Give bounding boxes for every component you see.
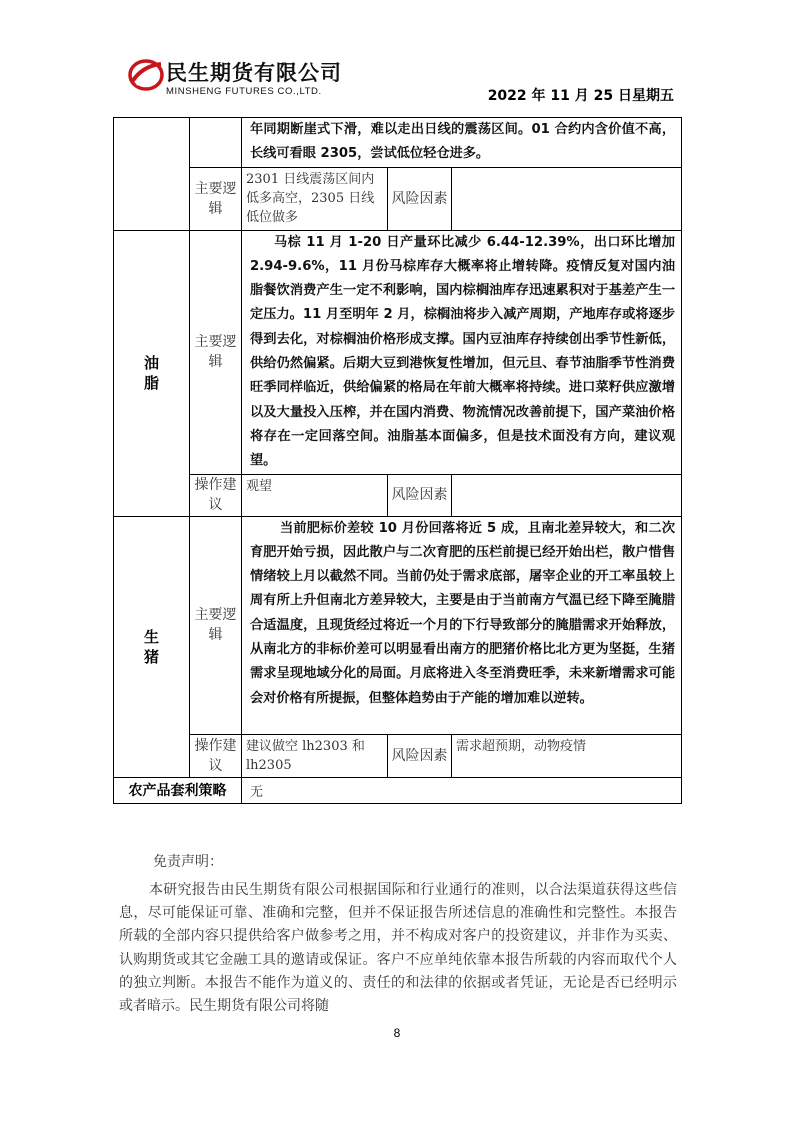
company-logo [128,56,368,104]
table-row [114,777,682,803]
risk-label: 风险因素 [388,167,452,230]
category-cell-oils: 油脂 [114,230,190,516]
row-label: 主要逻辑 [190,230,242,474]
company-name-cn: 民生期货有限公司 [166,61,342,85]
action-value: 2301 日线震荡区间内低多高空，2305 日线低位做多 [242,167,388,230]
category-cell [114,118,190,231]
row-label: 主要逻辑 [190,167,242,230]
table-row [114,167,682,230]
disclaimer-title: 免责声明： [153,854,223,870]
table-row [114,474,682,516]
disclaimer-text: 本研究报告由民生期货有限公司根据国际和行业通行的准则，以合法渠道获得这些信息，尽可能保证可靠、准确和完整，但并不保证报告所述信息的准确性和完整性。本报告所载的全部内容只提供给客户做参考之用，并不构成对客户的投资建议，并非作为买卖、认购期货或其它金融工具的邀请或保证。客户不应单纯依靠本报告所载的内容而取代个人的独立判断。本报告不能作为道义的、责任的和法律的依据或者凭证，无论是否已经明示或者暗示。民生期货有限公司将随 [119,882,677,1015]
risk-value [452,167,682,230]
page-number: 8 [393,1026,401,1040]
table-row [114,230,682,474]
company-name-en: MINSHENG FUTURES CO.,LTD. [166,86,322,97]
risk-value [452,474,682,516]
row-label: 操作建议 [190,734,242,777]
row-label: 主要逻辑 [190,516,242,734]
label-cell-empty [190,118,242,168]
strategy-table [113,117,682,804]
table-row [114,734,682,777]
row-label: 操作建议 [190,474,242,516]
risk-label: 风险因素 [388,734,452,777]
arbitrage-label: 农产品套利策略 [114,777,242,803]
table-row [114,516,682,734]
arbitrage-value: 无 [242,777,682,803]
logic-text: 当前肥标价差较 10 月份回落将近 5 成，且南北差异较大，和二次育肥开始亏损，因此散户与二次育肥的压栏前提已经开始出栏，散户惜售情绪较上月以截然不同。当前仍处于需求底部，屠宰企业的开工率虽较上周有所上升但南北方差异较大，主要是由于当前南方气温已经下降至腌腊合适温度，且现货经过将近一个月的下行导致部分的腌腊需求开始释放，从南北方的非标价差可以明显看出南方的肥猪价格比北方更为坚挺，生猪需求呈现地域分化的局面。月底将进入冬至消费旺季，未来新增需求可能会对价格有所提振，但整体趋势由于产能的增加难以逆转。 [242,516,682,734]
minsheng-logo-icon [128,56,164,92]
table-row [114,118,682,168]
category-cell-hogs: 生猪 [114,516,190,777]
action-value: 观望 [242,474,388,516]
risk-label: 风险因素 [388,474,452,516]
logic-text: 马棕 11 月 1-20 日产量环比减少 6.44-12.39%，出口环比增加 2.94-9.6%，11 月份马棕库存大概率将止增转降。疫情反复对国内油脂餐饮消费产生一定不利影响，国内棕榈油库存迅速累积对于基差产生一定压力。11 月至明年 2 月，棕榈油将步入减产周期，产地库存或将逐步得到去化，对棕榈油价格形成支撑。国内豆油库存持续创出季节性新低，供给仍然偏紧。后期大豆到港恢复性增加，但元旦、春节油脂季节性消费旺季同样临近，供给偏紧的格局在年前大概率将持续。进口菜籽供应激增以及大量投入压榨，并在国内消费、物流情况改善前提下，国产菜油价格将存在一定回落空间。油脂基本面偏多，但是技术面没有方向，建议观望。 [242,230,682,474]
risk-value: 需求超预期，动物疫情 [452,734,682,777]
action-value: 建议做空 lh2303 和 lh2305 [242,734,388,777]
logic-text: 年同期断崖式下滑，难以走出日线的震荡区间。01 合约内含价值不高，长线可看眼 2305，尝试低位轻仓进多。 [242,118,682,168]
report-date: 2022 年 11 月 25 日星期五 [487,88,674,104]
